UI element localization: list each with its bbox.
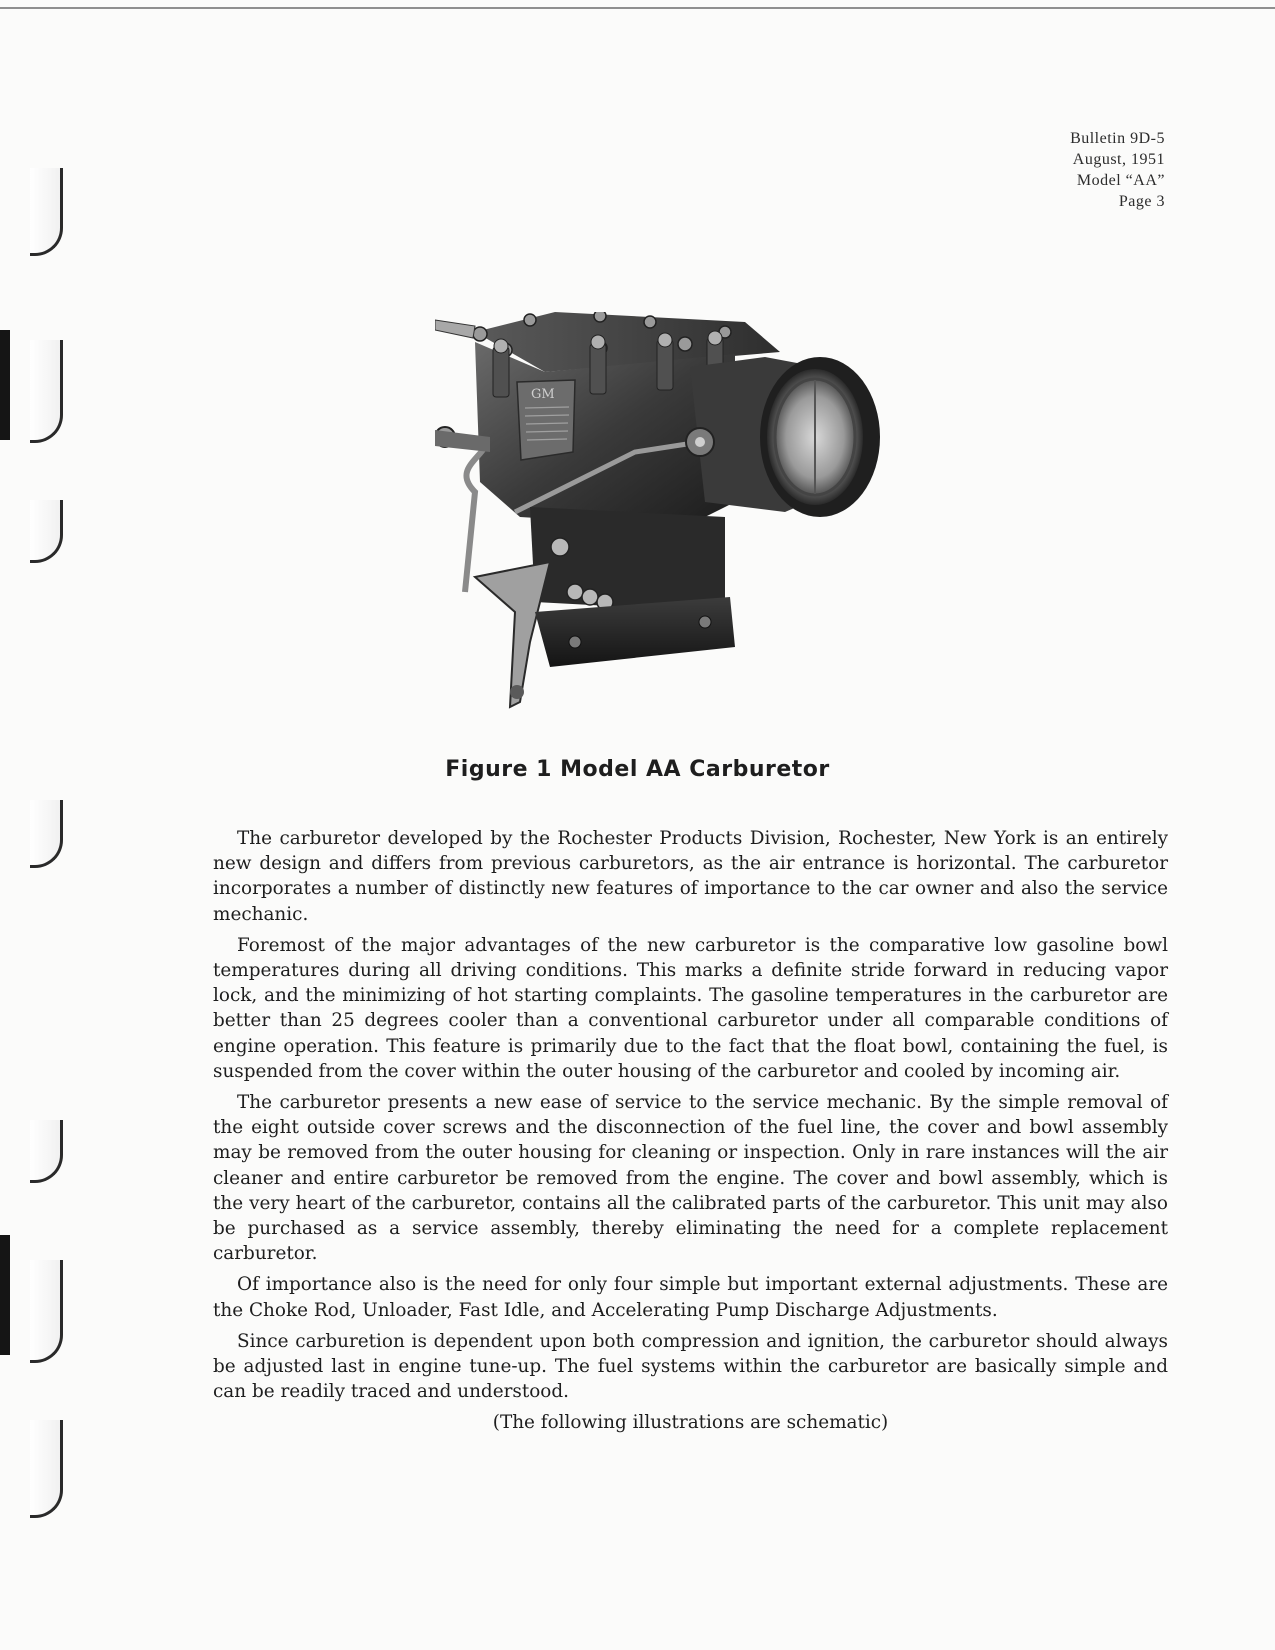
binder-hole (30, 168, 63, 256)
figure-caption: Figure 1 Model AA Carburetor (445, 757, 830, 782)
binder-hole (30, 1420, 63, 1518)
bulletin-number: Bulletin 9D-5 (1070, 130, 1165, 147)
paragraph: Since carburetion is dependent upon both compression and ignition, the carburetor should always be adjusted last in engine tune-up. The fuel systems within the carburetor are basically simple and can be readily traced and understood. (213, 1330, 1168, 1403)
binder-hole (30, 1260, 63, 1363)
body-text (213, 826, 1168, 1442)
top-rule (0, 7, 1275, 9)
paragraph: Of importance also is the need for only four simple but important external adjustments. These are the Choke Rod, Unloader, Fast Idle, and Accelerating Pump Discharge Adjustments. (213, 1274, 1168, 1321)
schematic-note: (The following illustrations are schematic) (492, 1412, 889, 1434)
bulletin-date: August, 1951 (1072, 151, 1165, 168)
binder-hole (30, 500, 63, 563)
nameplate-brand: GM (531, 387, 555, 402)
bulletin-header (1070, 128, 1165, 212)
binder-hole (30, 800, 63, 868)
carburetor-photo (435, 312, 945, 742)
page-edge-mark (0, 1235, 10, 1355)
binder-hole (30, 340, 63, 443)
page-number: Page 3 (1118, 193, 1165, 210)
page-edge-mark (0, 330, 10, 440)
binder-hole (30, 1120, 63, 1183)
paragraph: The carburetor presents a new ease of service to the service mechanic. By the simple removal of the eight outside cover screws and the disconnection of the fuel line, the cover and bowl assembly may be removed from the outer housing for cleaning or inspection. Only in rare instances will the air cleaner and entire carburetor be removed from the engine. The cover and bowl assembly, which is the very heart of the carburetor, contains all the calibrated parts of the carburetor. This unit may also be purchased as a service assembly, thereby eliminating the need for a complete replacement carburetor. (213, 1092, 1168, 1265)
paragraph: The carburetor developed by the Rochester Products Division, Rochester, New York is an entirely new design and differs from previous carburetors, as the air entrance is horizontal. The carburetor incorporates a number of distinctly new features of importance to the car owner and also the service mechanic. (213, 828, 1168, 925)
paragraph: Foremost of the major advantages of the new carburetor is the comparative low gasoline bowl temperatures during all driving conditions. This marks a definite stride forward in reducing vapor lock, and the minimizing of hot starting complaints. The gasoline temperatures in the carburetor are better than 25 degrees cooler than a conventional carburetor under all comparable conditions of engine operation. This feature is primarily due to the fact that the float bowl, containing the fuel, is suspended from the cover within the outer housing of the carburetor and cooled by incoming air. (213, 934, 1168, 1082)
bulletin-model: Model “AA” (1076, 172, 1165, 189)
